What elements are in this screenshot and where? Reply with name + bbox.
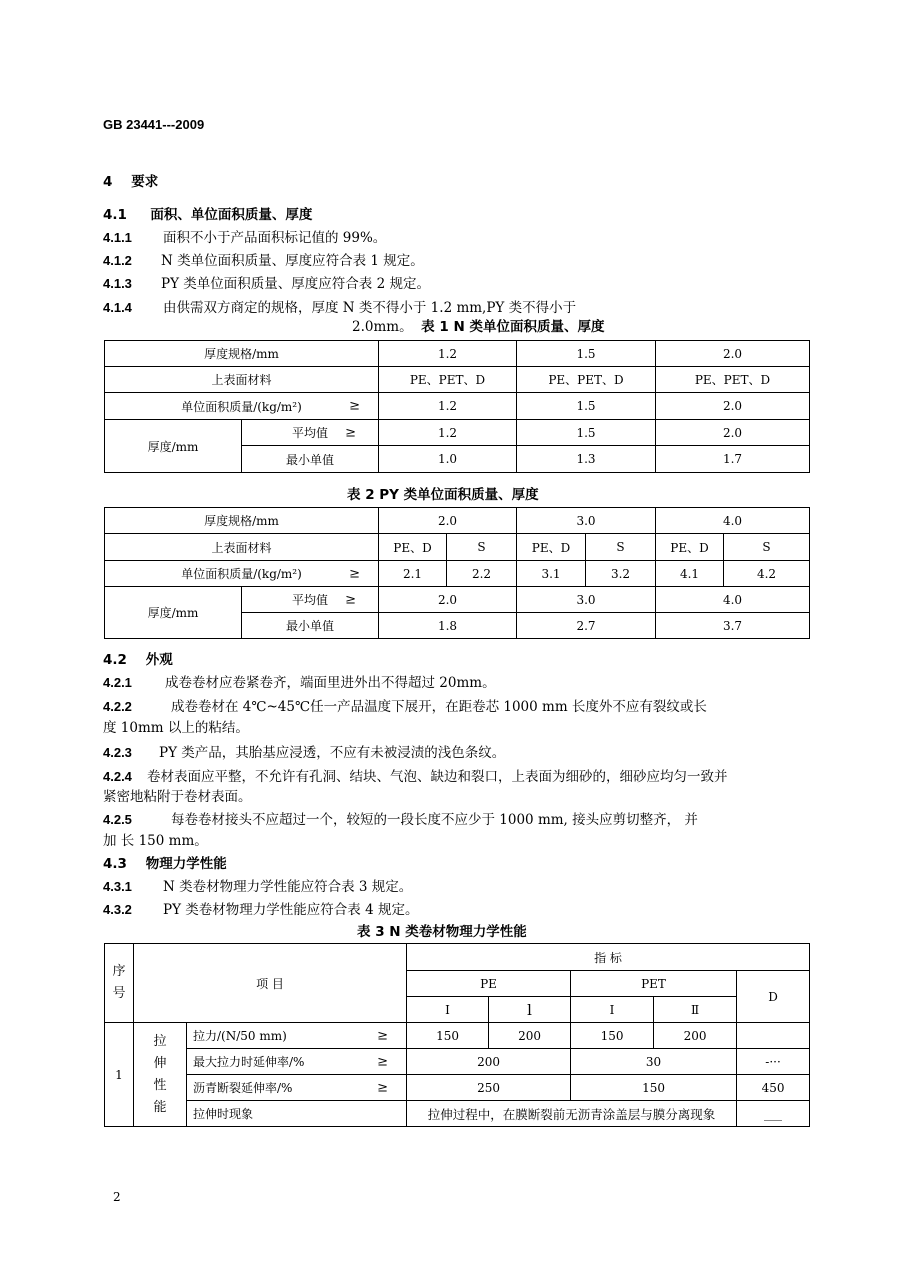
clause-4-1-2 [103,249,424,269]
clause-4-3-1 [103,875,412,895]
clause-number: 4.3.2 [103,902,132,917]
clause-number: 4.1.2 [103,253,132,268]
clause-4-3-2 [103,898,418,918]
cell: 1.3 [517,446,656,473]
subsection-number: 4.1 [103,207,127,223]
clause-number: 4.2.5 [103,812,132,827]
cell: 2.1 [379,561,447,587]
ge-sign: ≥ [377,1054,389,1069]
table1 [104,340,810,473]
col-header-pet-i: I [571,997,654,1023]
clause-text: 卷材表面应平整，不允许有孔洞、结块、气泡、缺边和裂口，上表面为细砂的，细砂应均匀一致并 [147,769,728,785]
cell-label: 最小单值 [242,613,379,639]
clause-text: 2.0mm。 [352,319,413,335]
clause-4-2-2-cont [103,716,249,736]
cell: 1.5 [517,420,656,446]
clause-text: PY 类单位面积质量、厚度应符合表 2 规定。 [161,276,430,292]
cell: 1.8 [379,613,517,639]
cell: 2.7 [517,613,656,639]
cell: 1.0 [379,446,517,473]
cell: 2.2 [447,561,517,587]
table1-caption: 表 1 N 类单位面积质量、厚度 [421,319,605,335]
clause-4-2-2 [103,695,707,715]
cell: 1.2 [379,420,517,446]
section-title: 要求 [131,174,159,190]
cell: S [724,534,810,561]
table-row [105,341,810,367]
cell: PE、D [379,534,447,561]
ge-sign: ≥ [349,566,360,581]
clause-text: 度 10mm 以上的粘结。 [103,720,249,736]
clause-number: 4.2.4 [103,769,132,784]
clause-4-2-4-cont [103,785,252,805]
cell: 4.2 [724,561,810,587]
cell [737,1023,810,1049]
cell: 200 [654,1023,737,1049]
table-row [105,944,810,971]
cell-seq: 1 [105,1023,134,1127]
col-header-seq: 序 号 [105,944,134,1023]
cell-label: 上表面材料 [105,534,379,561]
col-header-pet: PET [571,971,737,997]
label-text: 单位面积质量/(kg/m²) [181,567,302,581]
cell-label: 上表面材料 [105,367,379,393]
label-text: 平均值 [291,593,328,607]
table-row [105,1075,810,1101]
cell-label: 厚度规格/mm [105,508,379,534]
label-text: 单位面积质量/(kg/m²) [181,399,302,414]
clause-number: 4.1.4 [103,300,132,315]
standard-number: GB 23441---2009 [103,117,205,132]
clause-text: 每卷卷材接头不应超过一个，较短的一段长度不应少于 1000 mm, 接头应剪切整齐， 并 [171,812,698,828]
clause-text: 紧密地粘附于卷材表面。 [103,789,252,805]
cell: 250 [407,1075,571,1101]
subsection-number: 4.3 [103,856,127,872]
cell: PE、PET、D [656,367,810,393]
table3 [104,943,810,1127]
col-header-pe-ii: l [489,997,571,1023]
cell-label: 拉伸时现象 [187,1101,407,1127]
clause-number: 4.1.1 [103,230,132,245]
clause-text: PY 类产品，其胎基应浸透，不应有未被浸渍的浅色条纹。 [159,745,506,761]
ge-sign: ≥ [349,398,360,414]
clause-text: N 类卷材物理力学性能应符合表 3 规定。 [163,879,413,895]
clause-text: 成卷卷材应卷紧卷齐，端面里进外出不得超过 20mm。 [165,675,496,691]
cell: 450 [737,1075,810,1101]
col-header-pet-ii: Ⅱ [654,997,737,1023]
table-row [105,508,810,534]
subsection-heading [103,203,312,223]
table3-caption: 表 3 N 类卷材物理力学性能 [357,924,527,940]
table-row [105,1049,810,1075]
cell: 4.1 [656,561,724,587]
section-number: 4 [103,174,113,190]
table-row [105,393,810,420]
clause-4-2-4 [103,765,728,785]
table-row [105,1101,810,1127]
col-header-pe: PE [407,971,571,997]
ge-sign: ≥ [377,1080,389,1095]
table2-caption: 表 2 PY 类单位面积质量、厚度 [347,487,539,503]
cell: PE、D [656,534,724,561]
cell-merged: 拉伸过程中，在膜断裂前无沥青涂盖层与膜分离现象 [407,1101,737,1127]
cell-label [187,1049,407,1075]
clause-number: 4.2.1 [103,675,132,690]
cell-label: 厚度/mm [105,420,242,473]
clause-number: 4.2.2 [103,699,132,714]
col-header-d: D [737,971,810,1023]
table-row [105,1023,810,1049]
cell: S [586,534,656,561]
cell: 4.0 [656,508,810,534]
cell-label: 最小单值 [242,446,379,473]
subsection-title: 物理力学性能 [145,856,227,872]
cell: 2.0 [656,393,810,420]
cell-label [242,587,379,613]
cell: ___ [737,1101,810,1127]
table-row [105,367,810,393]
cell: 1.2 [379,341,517,367]
clause-number: 4.2.3 [103,745,132,760]
subsection-heading [103,648,173,668]
cell: 4.0 [656,587,810,613]
clause-text: 面积不小于产品面积标记值的 99%。 [163,230,387,246]
clause-text: 加 长 150 mm。 [103,833,208,849]
cell: 2.0 [656,341,810,367]
cell-label: 厚度规格/mm [105,341,379,367]
cell: 3.7 [656,613,810,639]
clause-4-2-5 [103,808,698,828]
table-row [105,534,810,561]
clause-4-1-4 [103,296,576,316]
cell-label [187,1023,407,1049]
cell: 150 [407,1023,489,1049]
table-row [105,561,810,587]
cell: 2.0 [379,587,517,613]
cell-label [242,420,379,446]
clause-4-2-5-cont [103,829,208,849]
col-header-item: 项 目 [134,944,407,1023]
table2 [104,507,810,639]
label-text: 最大拉力时延伸率/% [193,1055,305,1069]
cell: 3.1 [517,561,586,587]
cell: S [447,534,517,561]
clause-4-2-3 [103,741,505,761]
clause-text: PY 类卷材物理力学性能应符合表 4 规定。 [163,902,419,918]
clause-number: 4.3.1 [103,879,132,894]
cell: 150 [571,1075,737,1101]
label-text: 平均值 [291,426,328,440]
cell: 2.0 [379,508,517,534]
ge-sign: ≥ [377,1028,389,1043]
cell: 200 [489,1023,571,1049]
cell: 1.2 [379,393,517,420]
cell: -··· [737,1049,810,1075]
table-row [105,587,810,613]
cell: PE、D [517,534,586,561]
ge-sign: ≥ [345,592,356,607]
cell: 150 [571,1023,654,1049]
clause-4-1-4-cont [352,315,604,335]
ge-sign: ≥ [345,425,356,440]
table-row [105,420,810,446]
subsection-number: 4.2 [103,652,127,668]
cell-label: 厚度/mm [105,587,242,639]
cell: 30 [571,1049,737,1075]
subsection-heading [103,852,227,872]
cell: 2.0 [656,420,810,446]
clause-4-1-3 [103,272,430,292]
label-text: 沥青断裂延伸率/% [193,1081,293,1095]
cell: 3.2 [586,561,656,587]
col-header-index: 指 标 [407,944,810,971]
cell: PE、PET、D [379,367,517,393]
cell: 1.5 [517,341,656,367]
subsection-title: 外观 [145,652,173,668]
cell-group: 拉 伸 性 能 [134,1023,187,1127]
clause-4-2-1 [103,671,496,691]
clause-text: 成卷卷材在 4℃~45℃任一产品温度下展开，在距卷芯 1000 mm 长度外不应有裂纹或长 [171,699,707,715]
cell: 200 [407,1049,571,1075]
cell: PE、PET、D [517,367,656,393]
cell: 3.0 [517,508,656,534]
page-number: 2 [113,1190,121,1204]
cell: 3.0 [517,587,656,613]
cell: 1.7 [656,446,810,473]
subsection-title: 面积、单位面积质量、厚度 [150,207,313,223]
cell-label [105,561,379,587]
cell-label [187,1075,407,1101]
clause-4-1-1 [103,226,386,246]
cell-label [105,393,379,420]
col-header-pe-i: I [407,997,489,1023]
clause-number: 4.1.3 [103,276,132,291]
section-heading [103,170,158,190]
clause-text: 由供需双方商定的规格，厚度 N 类不得小于 1.2 mm,PY 类不得小于 [163,300,577,316]
label-text: 拉力/(N/50 mm) [193,1029,287,1043]
clause-text: N 类单位面积质量、厚度应符合表 1 规定。 [161,253,424,269]
cell: 1.5 [517,393,656,420]
